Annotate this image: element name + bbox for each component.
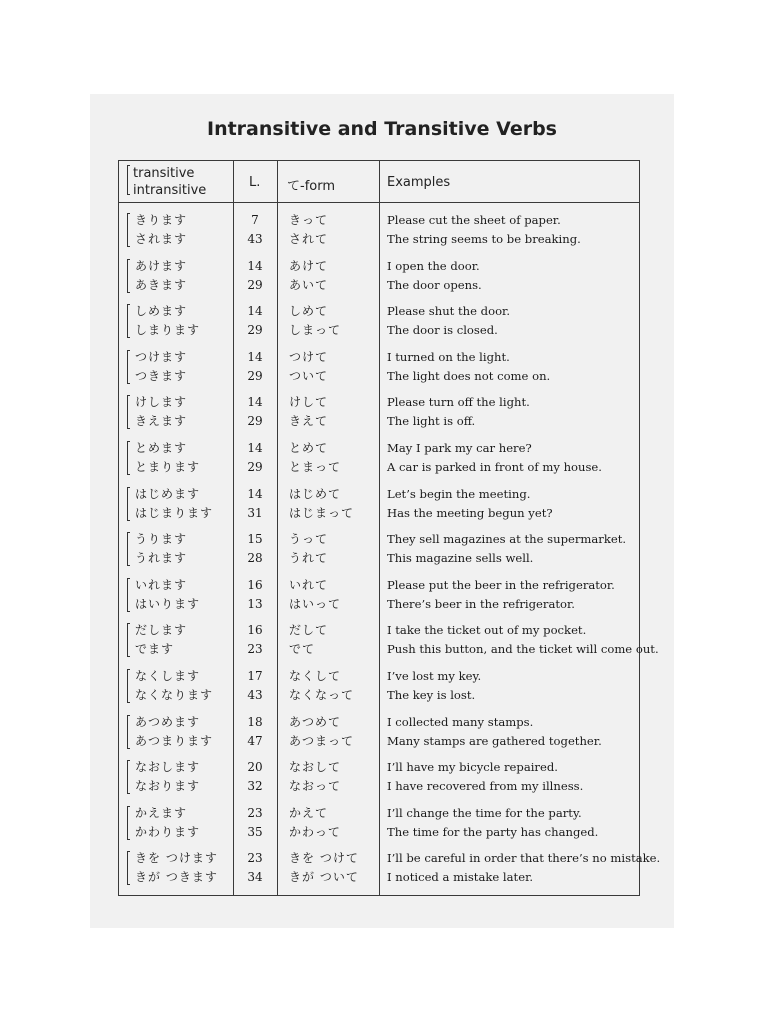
intransitive-verb: でます <box>135 642 175 657</box>
intransitive-te-form: きえて <box>289 414 329 429</box>
intransitive-line <box>119 320 639 340</box>
verb-pair-row <box>119 435 639 481</box>
intransitive-verb: とまります <box>135 459 201 474</box>
intransitive-example: The light is off. <box>387 414 476 429</box>
intransitive-te-form: でて <box>289 642 316 657</box>
intransitive-example: I noticed a mistake later. <box>387 870 534 885</box>
transitive-te-form: だして <box>289 623 329 638</box>
intransitive-verb: きえます <box>135 414 188 429</box>
verb-pair-row <box>119 663 639 709</box>
transitive-lesson: 20 <box>247 760 263 775</box>
intransitive-lesson: 23 <box>247 642 263 657</box>
intransitive-line <box>119 457 639 477</box>
header-divider <box>119 202 639 203</box>
transitive-te-form: かえて <box>289 805 329 820</box>
transitive-lesson: 7 <box>251 213 259 227</box>
intransitive-verb: うれます <box>135 551 188 566</box>
transitive-verb: きを つけます <box>135 851 218 866</box>
transitive-lesson: 18 <box>247 714 263 729</box>
transitive-example: I’ve lost my key. <box>387 668 482 683</box>
verb-pair-row <box>119 207 639 253</box>
transitive-verb: なおします <box>135 760 201 775</box>
intransitive-verb: きが つきます <box>135 870 218 885</box>
transitive-te-form: なおして <box>289 760 342 775</box>
intransitive-lesson: 43 <box>247 232 263 246</box>
intransitive-line <box>119 275 639 295</box>
transitive-lesson: 14 <box>247 258 263 273</box>
transitive-line <box>119 210 639 230</box>
transitive-line <box>119 484 639 504</box>
transitive-example: Please shut the door. <box>387 304 511 319</box>
transitive-te-form: きを つけて <box>289 851 359 866</box>
intransitive-verb: なおります <box>135 779 201 794</box>
intransitive-verb: しまります <box>135 323 201 338</box>
intransitive-te-form: なおって <box>289 779 342 794</box>
transitive-line <box>119 256 639 276</box>
intransitive-lesson: 29 <box>247 459 263 474</box>
verb-pair-row <box>119 845 661 891</box>
transitive-lesson: 23 <box>247 805 263 820</box>
intransitive-line <box>119 639 659 659</box>
transitive-verb: あつめます <box>135 714 201 729</box>
intransitive-lesson: 28 <box>247 551 263 566</box>
header-verb-type <box>133 165 206 199</box>
transitive-verb: あけます <box>135 258 188 273</box>
intransitive-verb: なくなります <box>135 687 214 702</box>
verb-pair-row <box>119 298 639 344</box>
intransitive-verb: あきます <box>135 277 188 292</box>
transitive-line <box>119 620 639 640</box>
transitive-example: I open the door. <box>387 258 480 273</box>
intransitive-te-form: かわって <box>289 824 341 839</box>
intransitive-te-form: はじまって <box>289 505 355 520</box>
intransitive-te-form: あいて <box>289 277 329 292</box>
transitive-example: Let’s begin the meeting. <box>387 486 531 501</box>
intransitive-verb: つきます <box>135 368 188 383</box>
transitive-example: Please put the beer in the refrigerator. <box>387 577 615 592</box>
verb-pair-row <box>119 709 639 755</box>
verb-pair-row <box>119 617 659 663</box>
transitive-verb: かえます <box>135 805 188 820</box>
transitive-te-form: いれて <box>289 577 329 592</box>
intransitive-verb: あつまります <box>135 733 214 748</box>
transitive-line <box>119 529 639 549</box>
transitive-line <box>119 848 661 868</box>
transitive-example: I take the ticket out of my pocket. <box>387 623 587 638</box>
transitive-te-form: とめて <box>289 440 329 455</box>
transitive-verb: うります <box>135 532 188 547</box>
intransitive-line <box>119 822 639 842</box>
intransitive-example: The door opens. <box>387 277 482 292</box>
intransitive-example: A car is parked in front of my house. <box>387 459 602 474</box>
transitive-lesson: 14 <box>247 440 263 455</box>
intransitive-lesson: 34 <box>247 870 263 885</box>
transitive-te-form: うって <box>289 532 329 547</box>
intransitive-lesson: 31 <box>247 505 263 520</box>
table-body <box>119 207 661 891</box>
transitive-lesson: 14 <box>247 304 263 319</box>
intransitive-line <box>119 503 639 523</box>
transitive-line <box>119 392 639 412</box>
transitive-line <box>119 666 639 686</box>
intransitive-line <box>119 229 639 249</box>
intransitive-lesson: 47 <box>247 733 263 748</box>
transitive-lesson: 17 <box>247 668 263 683</box>
header-transitive: transitive <box>133 166 195 181</box>
intransitive-example: Has the meeting begun yet? <box>387 505 553 520</box>
intransitive-te-form: うれて <box>289 551 329 566</box>
transitive-verb: とめます <box>135 440 188 455</box>
transitive-example: Please turn off the light. <box>387 395 530 410</box>
header-te-form: て-form <box>287 179 336 194</box>
transitive-lesson: 14 <box>247 395 263 410</box>
scanned-page <box>90 94 674 928</box>
intransitive-example: I have recovered from my illness. <box>387 779 584 794</box>
transitive-te-form: あつめて <box>289 714 342 729</box>
intransitive-te-form: とまって <box>289 459 342 474</box>
intransitive-lesson: 13 <box>247 596 263 611</box>
transitive-verb: つけます <box>135 349 188 364</box>
intransitive-line <box>119 776 639 796</box>
intransitive-lesson: 43 <box>247 687 263 702</box>
transitive-line <box>119 803 639 823</box>
transitive-lesson: 16 <box>247 577 263 592</box>
transitive-te-form: あけて <box>289 258 329 273</box>
transitive-example: I’ll have my bicycle repaired. <box>387 760 558 775</box>
page-title: Intransitive and Transitive Verbs <box>207 118 557 140</box>
transitive-verb: なくします <box>135 668 201 683</box>
intransitive-lesson: 29 <box>247 414 263 429</box>
intransitive-example: Many stamps are gathered together. <box>387 733 602 748</box>
intransitive-example: The string seems to be breaking. <box>387 232 581 246</box>
transitive-verb: だします <box>135 623 188 638</box>
verbs-table <box>118 160 661 896</box>
header-lesson: L. <box>249 175 261 190</box>
intransitive-example: The door is closed. <box>387 323 498 338</box>
intransitive-te-form: はいって <box>289 596 342 611</box>
transitive-line <box>119 757 639 777</box>
verb-pair-row <box>119 253 639 299</box>
transitive-lesson: 14 <box>247 486 263 501</box>
transitive-te-form: つけて <box>289 349 329 364</box>
intransitive-verb: はいります <box>135 596 201 611</box>
transitive-lesson: 14 <box>247 349 263 364</box>
intransitive-te-form: きが ついて <box>289 870 359 885</box>
intransitive-lesson: 29 <box>247 277 263 292</box>
intransitive-lesson: 29 <box>247 323 263 338</box>
transitive-lesson: 16 <box>247 623 263 638</box>
intransitive-line <box>119 548 639 568</box>
transitive-example: They sell magazines at the supermarket. <box>387 532 627 547</box>
intransitive-line <box>119 366 639 386</box>
intransitive-line <box>119 411 639 431</box>
intransitive-lesson: 29 <box>247 368 263 383</box>
transitive-example: I turned on the light. <box>387 349 510 364</box>
intransitive-line <box>119 867 639 887</box>
intransitive-te-form: されて <box>289 232 329 246</box>
intransitive-lesson: 32 <box>247 779 263 794</box>
transitive-te-form: はじめて <box>289 486 342 501</box>
verb-pair-row <box>119 389 639 435</box>
transitive-line <box>119 438 639 458</box>
intransitive-example: This magazine sells well. <box>387 551 534 566</box>
intransitive-line <box>119 731 639 751</box>
transitive-te-form: けして <box>289 395 329 410</box>
intransitive-example: The light does not come on. <box>387 368 551 383</box>
transitive-lesson: 15 <box>247 532 263 547</box>
intransitive-lesson: 35 <box>247 824 263 839</box>
intransitive-line <box>119 685 639 705</box>
intransitive-te-form: しまって <box>289 323 342 338</box>
intransitive-te-form: ついて <box>289 368 329 383</box>
verb-pair-row <box>119 526 639 572</box>
transitive-line <box>119 301 639 321</box>
verb-pair-row <box>119 572 639 618</box>
transitive-verb: きります <box>135 213 188 227</box>
verb-pair-row <box>119 800 639 846</box>
transitive-te-form: しめて <box>289 304 329 319</box>
intransitive-line <box>119 594 639 614</box>
transitive-te-form: きって <box>289 213 329 227</box>
intransitive-te-form: あつまって <box>289 733 355 748</box>
intransitive-te-form: なくなって <box>289 687 355 702</box>
transitive-verb: いれます <box>135 577 188 592</box>
transitive-verb: はじめます <box>135 486 201 501</box>
intransitive-example: Push this button, and the ticket will come out. <box>387 642 659 657</box>
transitive-line <box>119 575 639 595</box>
transitive-example: May I park my car here? <box>387 440 532 455</box>
transitive-lesson: 23 <box>247 851 263 866</box>
intransitive-example: The time for the party has changed. <box>387 824 599 839</box>
transitive-line <box>119 712 639 732</box>
header-bracket <box>127 165 130 195</box>
intransitive-verb: かわります <box>135 824 201 839</box>
header-examples: Examples <box>387 175 451 190</box>
verb-pair-row <box>119 481 639 527</box>
intransitive-verb: はじまります <box>135 505 214 520</box>
intransitive-example: There’s beer in the refrigerator. <box>387 596 575 611</box>
transitive-example: Please cut the sheet of paper. <box>387 213 561 227</box>
intransitive-example: The key is lost. <box>387 687 476 702</box>
verb-pair-row <box>119 754 639 800</box>
transitive-example: I collected many stamps. <box>387 714 534 729</box>
header-intransitive: intransitive <box>133 183 207 198</box>
intransitive-verb: されます <box>135 232 188 246</box>
transitive-line <box>119 347 639 367</box>
transitive-example: I’ll change the time for the party. <box>387 805 582 820</box>
transitive-te-form: なくして <box>289 668 342 683</box>
transitive-verb: しめます <box>135 304 188 319</box>
verb-pair-row <box>119 344 639 390</box>
transitive-example: I’ll be careful in order that there’s no mistake. <box>387 851 661 866</box>
transitive-verb: けします <box>135 395 188 410</box>
